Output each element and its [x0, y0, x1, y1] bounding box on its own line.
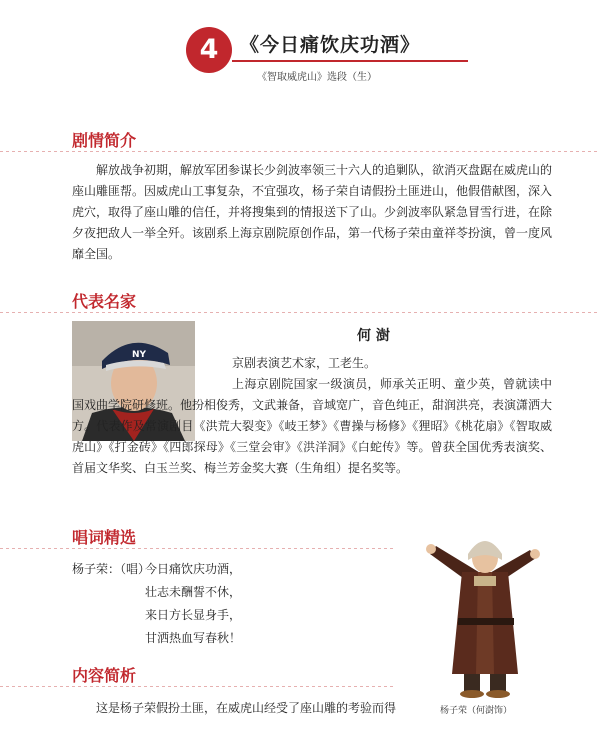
title-underline [232, 60, 468, 62]
chapter-title: 《今日痛饮庆功酒》 [240, 34, 421, 56]
plot-paragraph: 解放战争初期，解放军团参谋长少剑波率领三十六人的追剿队，欲消灭盘踞在威虎山的座山雕匪帮。因威虎山工事复杂，不宜强攻，杨子荣自请假扮土匪进山，他假借献图，深入虎穴，取得了座山雕的信任，并将搜集到的情报送下了山。少剑波率队紧急冒雪行进，在除夕夜把敌人一举全歼。该剧系上海京剧院原创作品，第一代杨子荣由童祥苓扮演，曾一度风靡全国。 [72, 163, 553, 261]
section-divider [0, 312, 600, 313]
section-divider [0, 686, 395, 687]
analysis-paragraph: 这是杨子荣假扮土匪，在威虎山经受了座山雕的考验而得 [96, 701, 397, 715]
svg-text:NY: NY [132, 350, 147, 360]
lyrics-speaker: 杨子荣：（唱） [72, 562, 151, 576]
figure-caption: 杨子荣（何澍饰） [440, 706, 513, 716]
artist-bio: 上海京剧院国家一级演员，师承关正明、童少英，曾就读中国戏曲学院研修班。他扮相俊秀，文武兼备，音域宽广，音色纯正，甜润洪亮，表演潇洒大方。代表作及常演剧目《洪荒大裂变》《岐王梦》《曹操与杨修》《狸昭》《桃花扇》《智取威虎山》《打金砖》《四郎探母》《三堂会审》《洪洋洞》《白蛇传》等。曾获全国优秀表演奖、首届文华奖、白玉兰奖、梅兰芳金奖大赛（生角组）提名奖等。 [72, 377, 553, 475]
section-heading-lyrics: 唱词精选 [72, 528, 137, 547]
section-divider [0, 548, 395, 549]
section-heading-plot: 剧情简介 [72, 131, 137, 150]
lyrics-line-2: 壮志未酬誓不休， [145, 585, 242, 599]
yang-zirong-figure-image [418, 524, 550, 700]
lyrics-line-1: 今日痛饮庆功酒， [145, 562, 242, 576]
section-heading-artist: 代表名家 [72, 292, 137, 311]
lyrics-line-3: 来日方长显身手， [145, 608, 242, 622]
section-heading-analysis: 内容简析 [72, 666, 137, 685]
artist-intro: 京剧表演艺术家，工老生。 [232, 356, 377, 370]
yang-zirong-figure [418, 524, 550, 700]
chapter-number-badge: 4 [186, 27, 232, 73]
chapter-subtitle: 《智取威虎山》选段（生） [257, 72, 377, 83]
lyrics-line-4: 甘洒热血写春秋！ [145, 631, 242, 645]
section-divider [0, 151, 600, 152]
artist-name: 何 澍 [357, 328, 390, 344]
